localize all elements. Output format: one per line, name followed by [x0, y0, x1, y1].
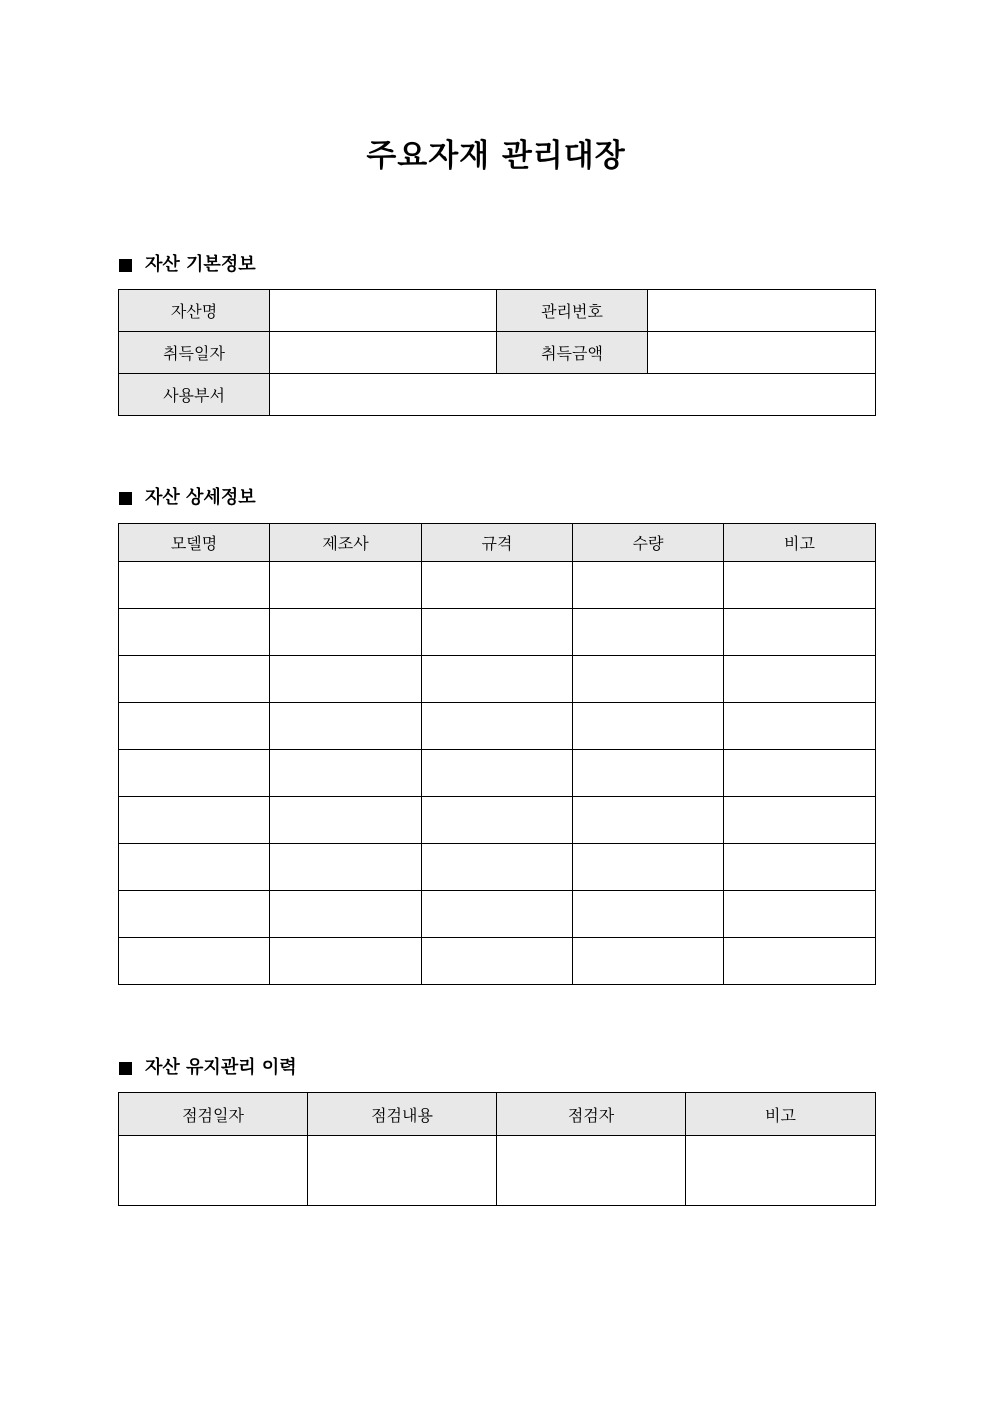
table-cell[interactable] — [119, 750, 270, 797]
table-row — [119, 332, 876, 374]
column-header-model: 모델명 — [119, 524, 270, 562]
table-cell[interactable] — [422, 609, 573, 656]
table-row — [119, 1136, 876, 1206]
basic-info-table — [118, 289, 876, 416]
column-header-quantity: 수량 — [573, 524, 724, 562]
table-cell[interactable] — [422, 656, 573, 703]
table-cell[interactable] — [119, 656, 270, 703]
table-row — [119, 656, 876, 703]
table-cell[interactable] — [724, 656, 876, 703]
table-cell[interactable] — [270, 844, 422, 891]
table-cell[interactable] — [573, 891, 724, 938]
department-label: 사용부서 — [119, 374, 270, 416]
column-header-inspector: 점검자 — [497, 1093, 686, 1136]
asset-name-label: 자산명 — [119, 290, 270, 332]
table-cell[interactable] — [422, 891, 573, 938]
table-cell[interactable] — [270, 938, 422, 985]
table-header-row — [119, 1093, 876, 1136]
table-cell[interactable] — [422, 750, 573, 797]
management-no-field[interactable] — [648, 290, 876, 332]
table-cell[interactable] — [724, 703, 876, 750]
acquisition-date-label: 취득일자 — [119, 332, 270, 374]
column-header-remarks: 비고 — [724, 524, 876, 562]
table-cell[interactable] — [119, 562, 270, 609]
column-header-inspection-date: 점검일자 — [119, 1093, 308, 1136]
table-cell[interactable] — [573, 844, 724, 891]
column-header-manufacturer: 제조사 — [270, 524, 422, 562]
table-cell[interactable] — [270, 562, 422, 609]
page-title: 주요자재 관리대장 — [366, 138, 626, 174]
table-cell[interactable] — [422, 703, 573, 750]
table-row — [119, 374, 876, 416]
table-cell[interactable] — [724, 797, 876, 844]
table-cell[interactable] — [573, 703, 724, 750]
table-row — [119, 891, 876, 938]
section-heading-maintenance-text: 자산 유지관리 이력 — [145, 1057, 297, 1078]
acquisition-date-field[interactable] — [270, 332, 497, 374]
column-header-spec: 규격 — [422, 524, 573, 562]
section-heading-detail — [119, 486, 256, 510]
table-row — [119, 750, 876, 797]
table-cell[interactable] — [270, 891, 422, 938]
table-cell[interactable] — [724, 844, 876, 891]
maintenance-history-table — [118, 1092, 876, 1206]
table-cell[interactable] — [270, 609, 422, 656]
square-bullet-icon — [119, 259, 132, 272]
section-heading-basic — [119, 253, 256, 277]
table-cell[interactable] — [119, 797, 270, 844]
table-cell[interactable] — [119, 609, 270, 656]
table-cell[interactable] — [724, 562, 876, 609]
table-cell[interactable] — [270, 656, 422, 703]
table-cell[interactable] — [573, 938, 724, 985]
table-row — [119, 844, 876, 891]
detail-info-table — [118, 523, 876, 985]
table-row — [119, 797, 876, 844]
table-cell[interactable] — [573, 562, 724, 609]
table-cell[interactable] — [119, 891, 270, 938]
management-no-label: 관리번호 — [497, 290, 648, 332]
table-cell[interactable] — [422, 844, 573, 891]
table-cell[interactable] — [724, 938, 876, 985]
table-cell[interactable] — [573, 656, 724, 703]
asset-name-field[interactable] — [270, 290, 497, 332]
column-header-remarks: 비고 — [686, 1093, 876, 1136]
table-cell[interactable] — [573, 750, 724, 797]
table-cell[interactable] — [724, 750, 876, 797]
table-cell[interactable] — [119, 1136, 308, 1206]
table-cell[interactable] — [724, 891, 876, 938]
section-heading-maintenance — [119, 1056, 297, 1080]
table-row — [119, 290, 876, 332]
column-header-inspection-content: 점검내용 — [308, 1093, 497, 1136]
table-cell[interactable] — [270, 797, 422, 844]
table-cell[interactable] — [270, 703, 422, 750]
table-cell[interactable] — [308, 1136, 497, 1206]
table-cell[interactable] — [422, 797, 573, 844]
table-cell[interactable] — [270, 750, 422, 797]
table-cell[interactable] — [573, 609, 724, 656]
table-row — [119, 609, 876, 656]
square-bullet-icon — [119, 492, 132, 505]
section-heading-detail-text: 자산 상세정보 — [145, 487, 256, 508]
table-header-row — [119, 524, 876, 562]
table-row — [119, 703, 876, 750]
section-heading-basic-text: 자산 기본정보 — [145, 254, 256, 275]
table-cell[interactable] — [119, 844, 270, 891]
department-field[interactable] — [270, 374, 876, 416]
table-cell[interactable] — [686, 1136, 876, 1206]
table-cell[interactable] — [119, 703, 270, 750]
table-cell[interactable] — [119, 938, 270, 985]
table-cell[interactable] — [497, 1136, 686, 1206]
acquisition-amount-label: 취득금액 — [497, 332, 648, 374]
table-cell[interactable] — [422, 562, 573, 609]
table-cell[interactable] — [573, 797, 724, 844]
table-cell[interactable] — [724, 609, 876, 656]
table-row — [119, 562, 876, 609]
table-cell[interactable] — [422, 938, 573, 985]
table-row — [119, 938, 876, 985]
acquisition-amount-field[interactable] — [648, 332, 876, 374]
square-bullet-icon — [119, 1062, 132, 1075]
